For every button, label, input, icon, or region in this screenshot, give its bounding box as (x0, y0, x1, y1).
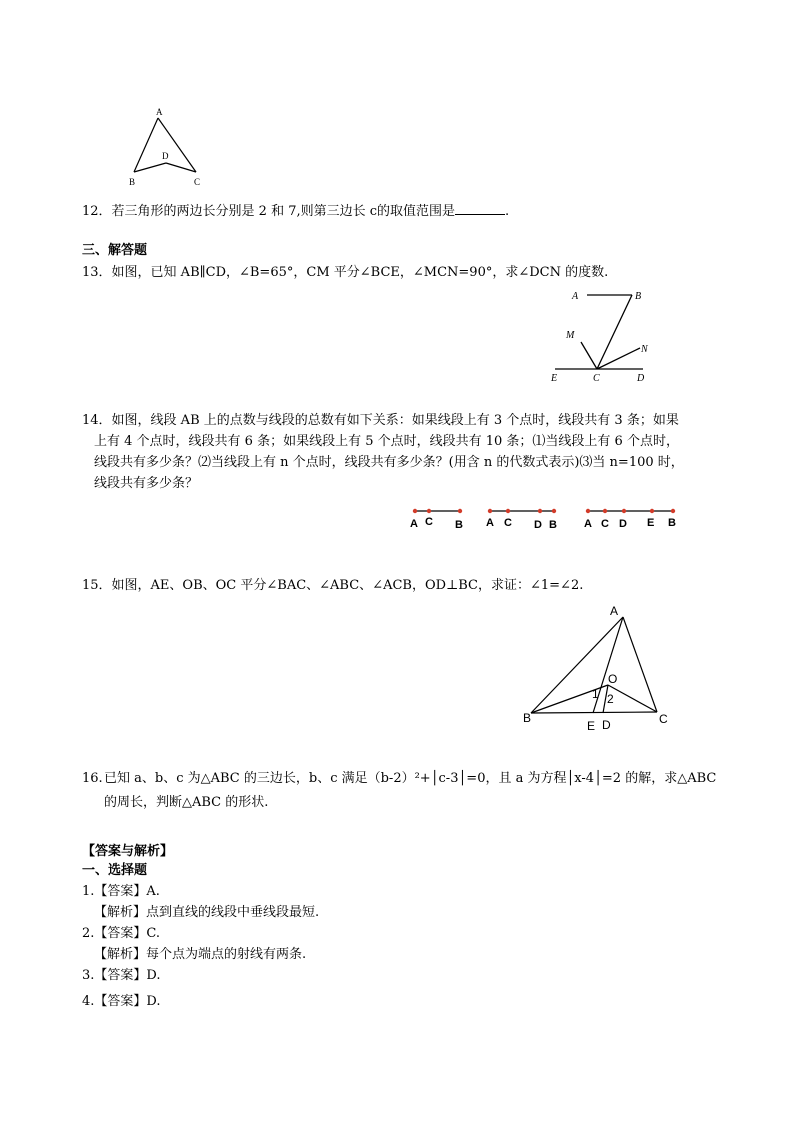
seg3-label-e: E (647, 517, 655, 529)
question-12-text: 12．若三角形的两边长分别是 2 和 7,则第三边长 c的取值范围是 (82, 204, 456, 219)
seg1-label-a: A (410, 518, 418, 530)
question-12 (82, 200, 509, 222)
question-14-line-2: 上有 4 个点时，线段共有 6 条；如果线段上有 5 个点时，线段共有 10 条；⑴当线段上有 6 个点时， (94, 434, 679, 449)
section-3-title: 三、解答题 (82, 243, 148, 258)
question-14-line-3: 线段共有多少条？⑵当线段上有 n 个点时，线段共有多少条？(用含 n 的代数式表示)⑶当 n=100 时， (94, 455, 684, 470)
label-b: B (523, 711, 532, 725)
label-e: E (551, 373, 558, 384)
figure-segments (400, 500, 690, 536)
figure-parallel-lines (545, 282, 655, 387)
seg2-label-b: B (549, 519, 557, 531)
question-16-number: 16. (82, 771, 103, 786)
label-n: N (641, 344, 648, 355)
analysis-1: 【解析】点到直线的线段中垂线段最短. (94, 905, 320, 920)
answers-section-1: 一、选择题 (82, 863, 148, 878)
label-d: D (602, 718, 611, 732)
seg3-label-d: D (619, 518, 627, 530)
label-c: C (593, 373, 600, 384)
question-12-period: . (505, 204, 510, 219)
label-d: D (162, 151, 169, 161)
analysis-2: 【解析】每个点为端点的射线有两条. (94, 947, 307, 962)
seg1-label-c: C (425, 516, 433, 528)
question-15: 15．如图，AE、OB、OC 平分∠BAC、∠ABC、∠ACB，OD⊥BC，求证：∠1=∠2. (82, 578, 584, 593)
question-16 (82, 768, 716, 813)
seg2-label-c: C (504, 517, 512, 529)
label-a: A (572, 291, 579, 302)
label-a: A (610, 604, 619, 618)
seg3-label-a: A (584, 518, 592, 530)
answer-2: 2.【答案】C. (82, 926, 161, 941)
label-a: A (156, 107, 163, 117)
answers-title: 【答案与解析】 (82, 844, 174, 859)
label-c: C (194, 177, 201, 187)
question-13: 13．如图，已知 AB∥CD，∠B=65°，CM 平分∠BCE，∠MCN=90°，求∠DCN 的度数. (82, 265, 609, 280)
question-16-line-2: 的周长，判断△ABC 的形状. (104, 795, 269, 810)
figure-triangle-abcd (120, 100, 230, 195)
answer-4: 4.【答案】D. (82, 994, 161, 1009)
seg3-label-c: C (601, 518, 609, 530)
label-2: 2 (607, 692, 614, 706)
label-c: C (659, 712, 668, 726)
label-1: 1 (592, 687, 599, 701)
label-e: E (587, 719, 596, 733)
label-b: B (635, 291, 642, 302)
seg2-label-a: A (486, 517, 494, 529)
question-14 (82, 410, 684, 494)
seg2-label-d: D (534, 519, 542, 531)
label-o: O (608, 672, 618, 686)
question-16-line-1: 已知 a、b、c 为△ABC 的三边长，b、c 满足（b-2）²+│c-3│=0，且 a 为方程│x-4│=2 的解，求△ABC (104, 771, 717, 786)
seg1-label-b: B (455, 519, 463, 531)
seg3-label-b: B (668, 517, 676, 529)
figure-triangle-bisectors (515, 595, 690, 740)
answer-1: 1.【答案】A. (82, 884, 160, 899)
question-14-line-4: 线段共有多少条？ (94, 476, 199, 491)
label-b: B (129, 177, 136, 187)
label-m: M (566, 330, 575, 341)
question-14-line-1: 14．如图，线段 AB 上的点数与线段的总数有如下关系：如果线段上有 3 个点时，线段共有 3 条；如果 (82, 413, 679, 428)
answer-blank (455, 200, 505, 215)
label-d: D (637, 373, 645, 384)
answer-3: 3.【答案】D. (82, 968, 161, 983)
